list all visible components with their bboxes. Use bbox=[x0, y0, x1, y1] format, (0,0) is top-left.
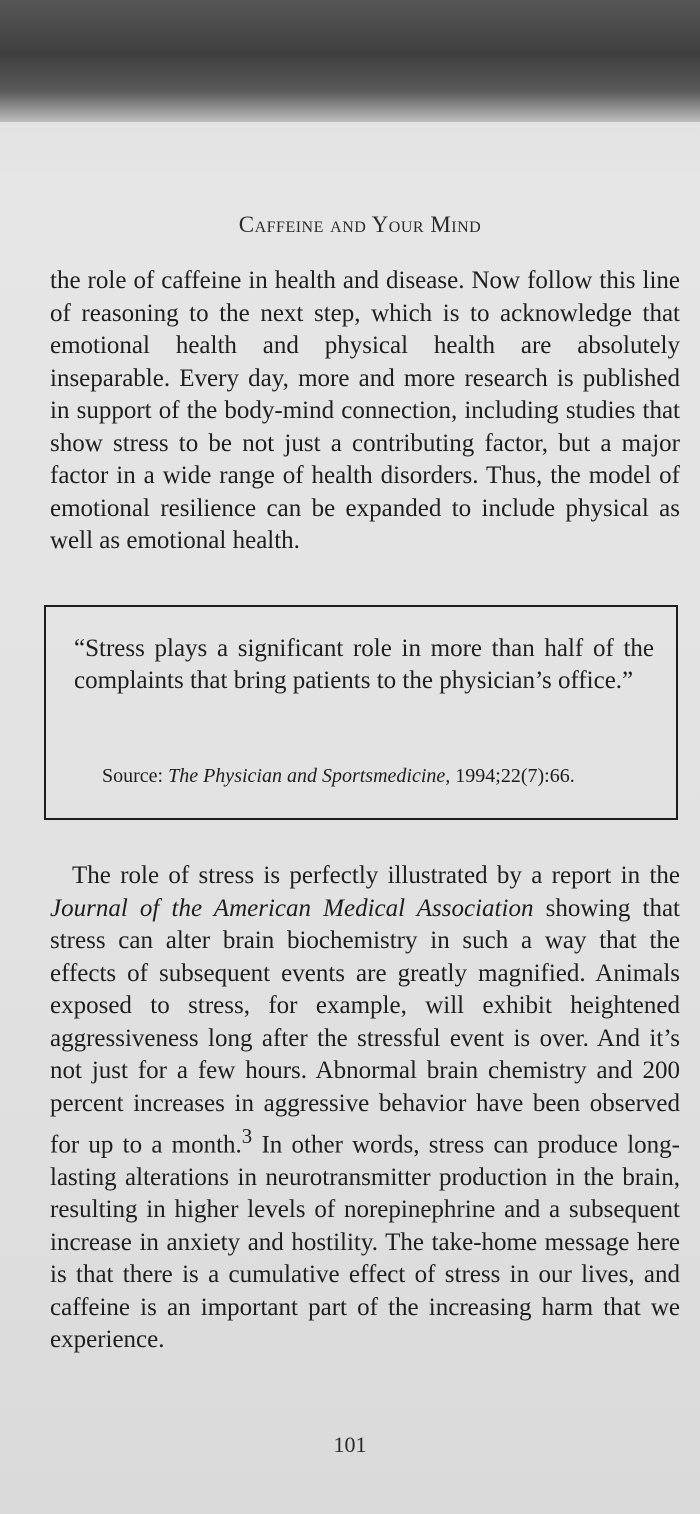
page-number: 101 bbox=[333, 1432, 367, 1457]
journal-title: Journal of the American Medical Association bbox=[50, 894, 534, 922]
source-title: The Physician and Sportsmedicine, bbox=[168, 765, 451, 787]
source-label: Source: bbox=[102, 765, 164, 787]
quote-source bbox=[102, 765, 575, 788]
running-head: Caffeine and Your Mind bbox=[238, 212, 482, 237]
paragraph-2-text-b: showing that stress can alter brain biochemistry in such a way that the effects of subsequent events are greatly magnified. Animals exposed to stress, for example, will exhibit heightened aggressiveness long after the stressful event is over. And it’s not just for a few hours. Abnormal brain chemistry and 200 percent increases in aggressive behavior have been observed for up to a month. bbox=[50, 894, 681, 1159]
page-top-shadow bbox=[0, 0, 700, 122]
paragraph-2 bbox=[50, 860, 680, 1357]
footnote-marker: 3 bbox=[241, 1124, 253, 1148]
paragraph-2-text-a: The role of stress is perfectly illustrated by a report in the bbox=[72, 862, 680, 889]
quote-text: “Stress plays a significant role in more than half of the complaints that bring patients to the physician’s office.” bbox=[74, 635, 654, 694]
quote-box bbox=[44, 605, 678, 820]
paragraph-1: the role of caffeine in health and disease. Now follow this line of reasoning to the next step, which is to acknowledge that emotional health and physical health are absolutely inseparable. Every day, more and more research is published in support of the body-mind connection, including studies that show stress to be not just a contributing factor, but a major factor in a wide range of health disorders. Thus, the model of emotional resilience can be expanded to include physical as well as emotional health. bbox=[50, 267, 680, 554]
source-citation: 1994;22(7):66. bbox=[455, 765, 575, 787]
paragraph-2-text-c: In other words, stress can produce long-lasting alterations in neurotransmitter production in the brain, resulting in higher levels of norepinephrine and a subsequent increase in anxiety and hostility. The take-home message here is that there is a cumulative effect of stress in our lives, and caffeine is an important part of the increasing harm that we experience. bbox=[50, 1131, 680, 1354]
